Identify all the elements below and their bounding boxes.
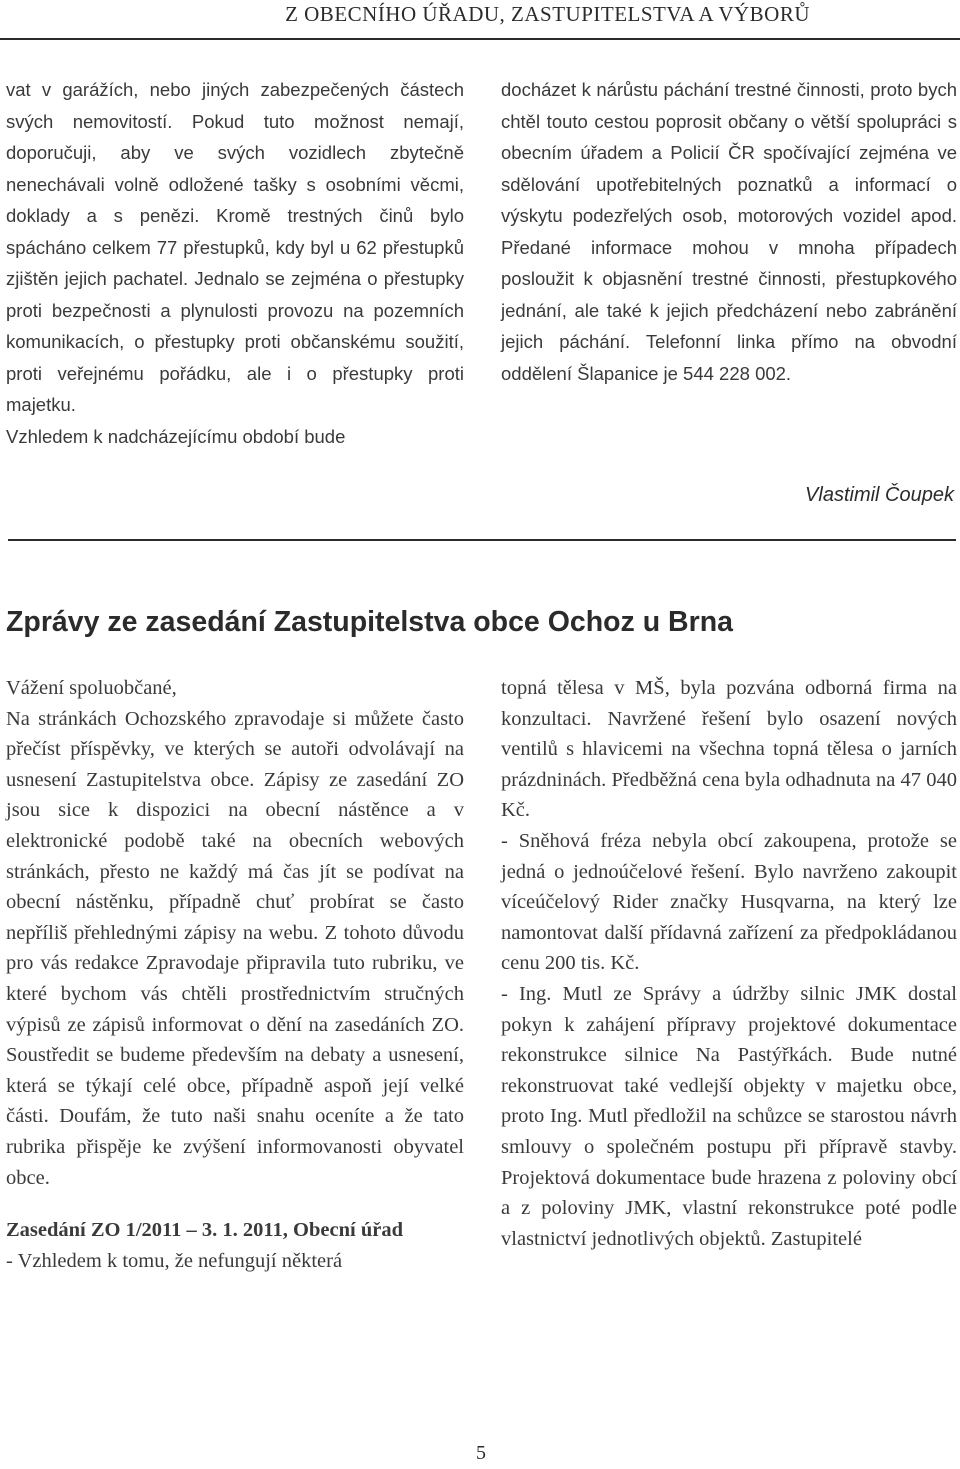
article1-left-column <box>6 74 464 452</box>
header-rule <box>0 38 960 40</box>
article1-right-column <box>501 74 957 389</box>
article2-right-paragraph-2: - Sněhová fréza nebyla obcí zakoupena, protože se jedná o jednoúčelové řešení. Bylo navrženo zakoupit víceúčelový Rider značky Husqvarna, na který lze namontovat další přídavná zařízení za předpokládanou cenu 200 tis. Kč. <box>501 829 957 975</box>
running-header: Z OBECNÍHO ÚŘADU, ZASTUPITELSTVA A VÝBORŮ <box>285 2 810 26</box>
meeting-heading: Zasedání ZO 1/2011 – 3. 1. 2011, Obecní úřad <box>6 1219 403 1242</box>
article1-left-paragraph-2: Vzhledem k nadcházejícímu období bude <box>6 425 346 447</box>
section-divider <box>8 539 956 541</box>
meeting-item: - Vzhledem k tomu, že nefungují některá <box>6 1249 343 1272</box>
article1-left-paragraph: vat v garážích, nebo jiných zabezpečených částech svých nemovitostí. Pokud tuto možnost nemají, doporučuji, aby ve svých vozidlech zbytečně nenechávali volně odložené tašky s osobními věcmi, doklady a s penězi. Kromě trestných činů bylo spácháno celkem 77 přestupků, kdy byl u 62 přestupků zjištěn jejich pachatel. Jednalo se zejména o přestupky proti bezpečnosti a plynulosti provozu na pozemních komunikacích, o přestupky proti občanskému soužití, proti veřejnému pořádku, ale i o přestupky proti majetku. <box>6 79 464 415</box>
article1-right-paragraph: docházet k nárůstu páchání trestné činnosti, proto bych chtěl touto cestou poprosit občany o větší spolupráci s obecním úřadem a Policií ČR spočívající zejména ve sdělování upotřebitelných poznatků a informací o výskytu podezřelých osob, motorových vozidel apod. Předané informace mohou v mnoha případech posloužit k objasnění trestné činnosti, přestupkového jednání, ale také k jejich předcházení nebo zabránění jejich páchání. Telefonní linka přímo na obvodní oddělení Šlapanice je 544 228 002. <box>501 79 957 384</box>
article2-right-column <box>501 673 957 1254</box>
article1-author: Vlastimil Čoupek <box>805 484 954 506</box>
article2-left-column <box>6 673 464 1276</box>
article2-right-paragraph-3: - Ing. Mutl ze Správy a údržby silnic JMK dostal pokyn k zahájení přípravy projektové dokumentace rekonstrukce silnice Na Pastýřkách. Bude nutné rekonstruovat také vedlejší objekty v majetku obce, proto Ing. Mutl předložil na schůzce se starostou návrh smlouvy o společném postupu při přípravě stavby. Projektová dokumentace bude hrazena z poloviny obcí a z poloviny JMK, vlastní rekonstrukce poté podle vlastnictví jednotlivých objektů. Zastupitelé <box>501 982 957 1250</box>
article2-right-paragraph-1: topná tělesa v MŠ, byla pozvána odborná firma na konzultaci. Navržené řešení bylo osazení nových ventilů s hlavicemi na všechna topná tělesa o jarních prázdninách. Předběžná cena byla odhadnuta na 47 040 Kč. <box>501 677 957 822</box>
article2-greeting: Vážení spoluobčané, <box>6 677 177 699</box>
article2-intro: Na stránkách Ochozského zpravodaje si můžete často přečíst příspěvky, ve kterých se autoři odvolávají na usnesení Zastupitelstva obce. Zápisy ze zasedání ZO jsou sice k dispozici na obecní nástěnce a v elektronické podobě také na obecních webových stránkách, přesto ne každý má čas jít se podívat na obecní nástěnku, případně chuť probírat se často nepříliš přehlednými zápisy na webu. Z tohoto důvodu pro vás redakce Zpravodaje připravila tuto rubriku, ve které bychom vás chtěli prostřednictvím stručných výpisů ze zápisů informovat o dění na zasedáních ZO. Soustředit se budeme především na debaty a usnesení, která se týkají celé obce, případně aspoň její velké části. Doufám, že tuto naši snahu oceníte a že tato rubrika přispěje ke zvýšení informovanosti obyvatel obce. <box>6 707 464 1189</box>
page-number: 5 <box>476 1442 486 1464</box>
article2-title: Zprávy ze zasedání Zastupitelstva obce Ochoz u Brna <box>6 606 733 638</box>
